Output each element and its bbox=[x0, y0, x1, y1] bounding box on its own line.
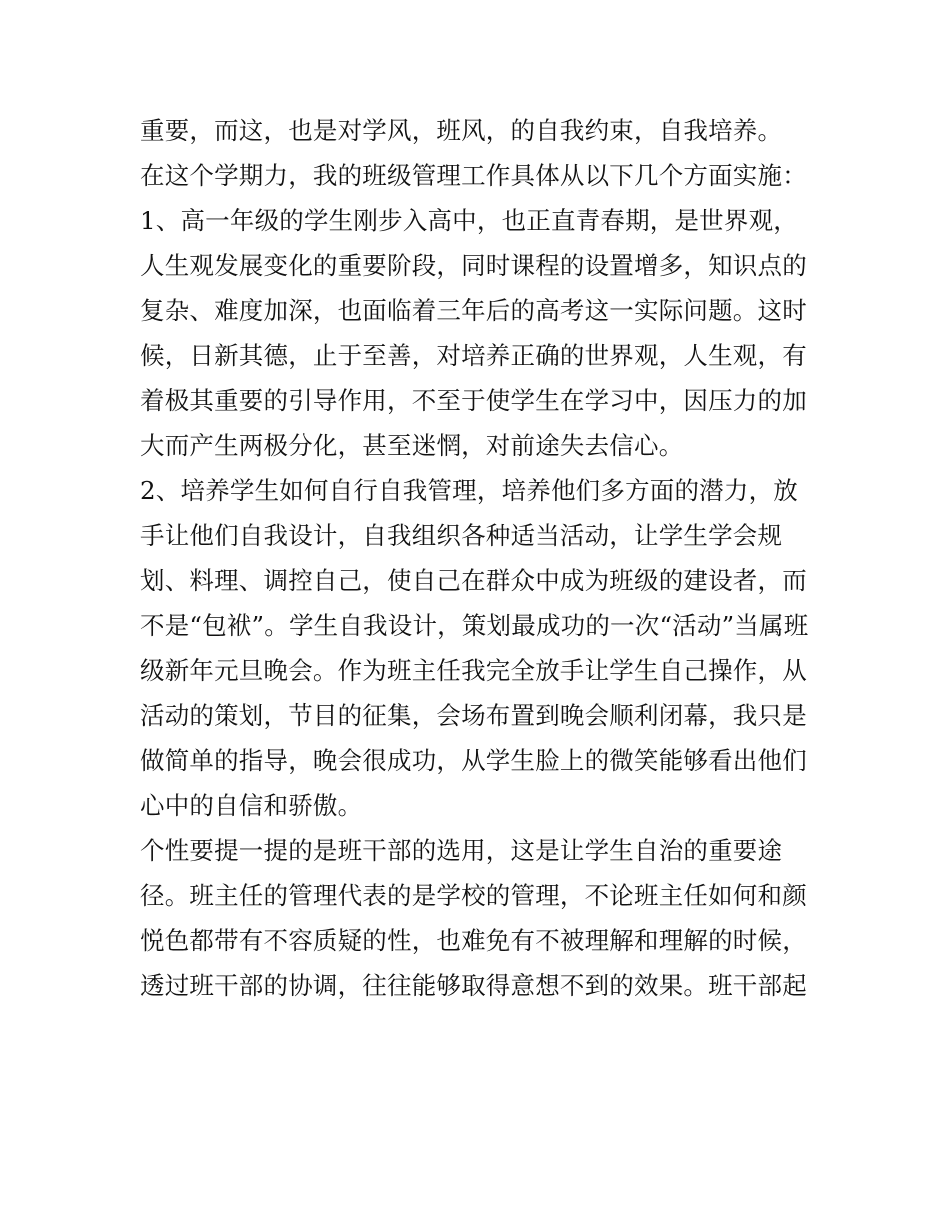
text-line: 复杂、难度加深，也面临着三年后的高考这一实际问题。这时 bbox=[140, 296, 807, 325]
text-line: 透过班干部的协调，往往能够取得意想不到的效果。班干部起 bbox=[140, 971, 807, 1000]
text-line: 手让他们自我设计，自我组织各种适当活动，让学生学会规 bbox=[140, 521, 783, 550]
text-line: 活动的策划，节目的征集，会场布置到晚会顺利闭幕，我只是 bbox=[140, 701, 807, 730]
text-line: 着极其重要的引导作用，不至于使学生在学习中，因压力的加 bbox=[140, 386, 807, 415]
text-line: 在这个学期力，我的班级管理工作具体从以下几个方面实施： bbox=[140, 161, 807, 190]
text-line: 候，日新其德，止于至善，对培养正确的世界观，人生观，有 bbox=[140, 341, 807, 370]
text-line: 心中的自信和骄傲。 bbox=[140, 791, 363, 820]
text-line: 人生观发展变化的重要阶段，同时课程的设置增多，知识点的 bbox=[140, 251, 807, 280]
text-line: 2、培养学生如何自行自我管理，培养他们多方面的潜力，放 bbox=[140, 476, 798, 505]
text-line: 1、高一年级的学生刚步入高中，也正直青春期，是世界观， bbox=[140, 206, 798, 235]
text-line: 不是“包袱”。学生自我设计，策划最成功的一次“活动”当属班 bbox=[140, 611, 809, 640]
text-line: 径。班主任的管理代表的是学校的管理，不论班主任如何和颜 bbox=[140, 881, 807, 910]
text-line: 悦色都带有不容质疑的性，也难免有不被理解和理解的时候， bbox=[140, 926, 807, 955]
text-line: 级新年元旦晚会。作为班主任我完全放手让学生自己操作，从 bbox=[140, 656, 807, 685]
text-line: 做简单的指导，晚会很成功，从学生脸上的微笑能够看出他们 bbox=[140, 746, 807, 775]
text-line: 重要，而这，也是对学风，班风，的自我约束，自我培养。 bbox=[140, 116, 783, 145]
text-line: 划、料理、调控自己，使自己在群众中成为班级的建设者，而 bbox=[140, 566, 807, 595]
text-line: 个性要提一提的是班干部的选用，这是让学生自治的重要途 bbox=[140, 836, 783, 865]
text-line: 大而产生两极分化，甚至迷惘，对前途失去信心。 bbox=[140, 431, 684, 460]
document-body bbox=[140, 108, 820, 1008]
